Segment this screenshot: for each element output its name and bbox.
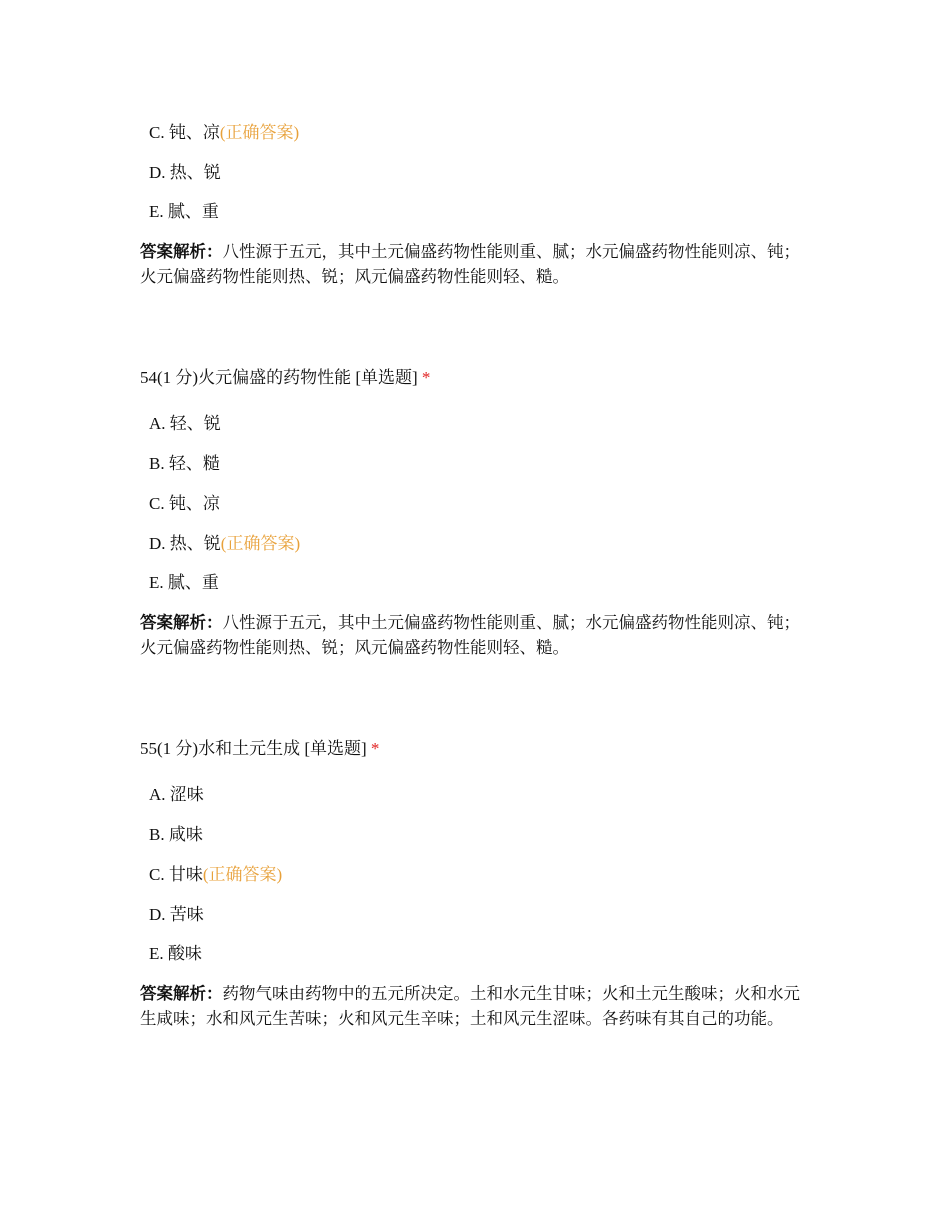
analysis-label: 答案解析： [140,984,223,1003]
correct-answer-tag: (正确答案) [220,534,301,553]
question-text: 54(1 分)火元偏盛的药物性能 [单选题] [140,368,418,387]
option-c [140,492,830,516]
option-label: C. 钝、凉 [149,123,220,142]
analysis-label: 答案解析： [140,242,223,261]
option-d [140,532,830,556]
question-text: 55(1 分)水和土元生成 [单选题] [140,739,367,758]
option-label: B. 咸味 [149,825,203,844]
answer-analysis [140,239,815,289]
option-c [140,863,830,887]
answer-analysis [140,610,815,660]
option-e [140,200,830,224]
option-b [140,823,830,847]
question-54 [140,366,830,660]
option-d [140,903,830,927]
correct-answer-tag: (正确答案) [219,123,300,142]
analysis-label: 答案解析： [140,613,223,632]
option-label: D. 热、锐 [149,163,221,182]
option-label: C. 钝、凉 [149,494,220,513]
option-label: E. 酸味 [149,944,202,963]
option-label: B. 轻、糙 [149,454,220,473]
analysis-text: 药物气味由药物中的五元所决定。土和水元生甘味；火和土元生酸味；火和水元生咸味；水和风元生苦味；火和风元生辛味；土和风元生涩味。各药味有其自己的功能。 [140,984,800,1028]
option-a [140,783,830,807]
option-e [140,942,830,966]
answer-analysis [140,981,815,1031]
question-title [140,366,830,390]
option-label: D. 热、锐 [149,534,221,553]
option-label: A. 轻、锐 [149,414,221,433]
option-c [140,121,830,145]
option-d [140,161,830,185]
question-53-continued [140,121,830,289]
required-star: * [370,739,380,758]
analysis-text: 八性源于五元，其中土元偏盛药物性能则重、腻；水元偏盛药物性能则凉、钝；火元偏盛药物性能则热、锐；风元偏盛药物性能则轻、糙。 [140,242,800,286]
option-label: D. 苦味 [149,905,204,924]
correct-answer-tag: (正确答案) [202,865,283,884]
option-b [140,452,830,476]
option-label: E. 腻、重 [149,202,219,221]
option-label: A. 涩味 [149,785,204,804]
question-title [140,737,830,761]
question-55 [140,737,830,1031]
analysis-text: 八性源于五元，其中土元偏盛药物性能则重、腻；水元偏盛药物性能则凉、钝；火元偏盛药物性能则热、锐；风元偏盛药物性能则轻、糙。 [140,613,800,657]
option-label: E. 腻、重 [149,573,219,592]
option-label: C. 甘味 [149,865,203,884]
option-a [140,412,830,436]
option-e [140,571,830,595]
required-star: * [421,368,431,387]
